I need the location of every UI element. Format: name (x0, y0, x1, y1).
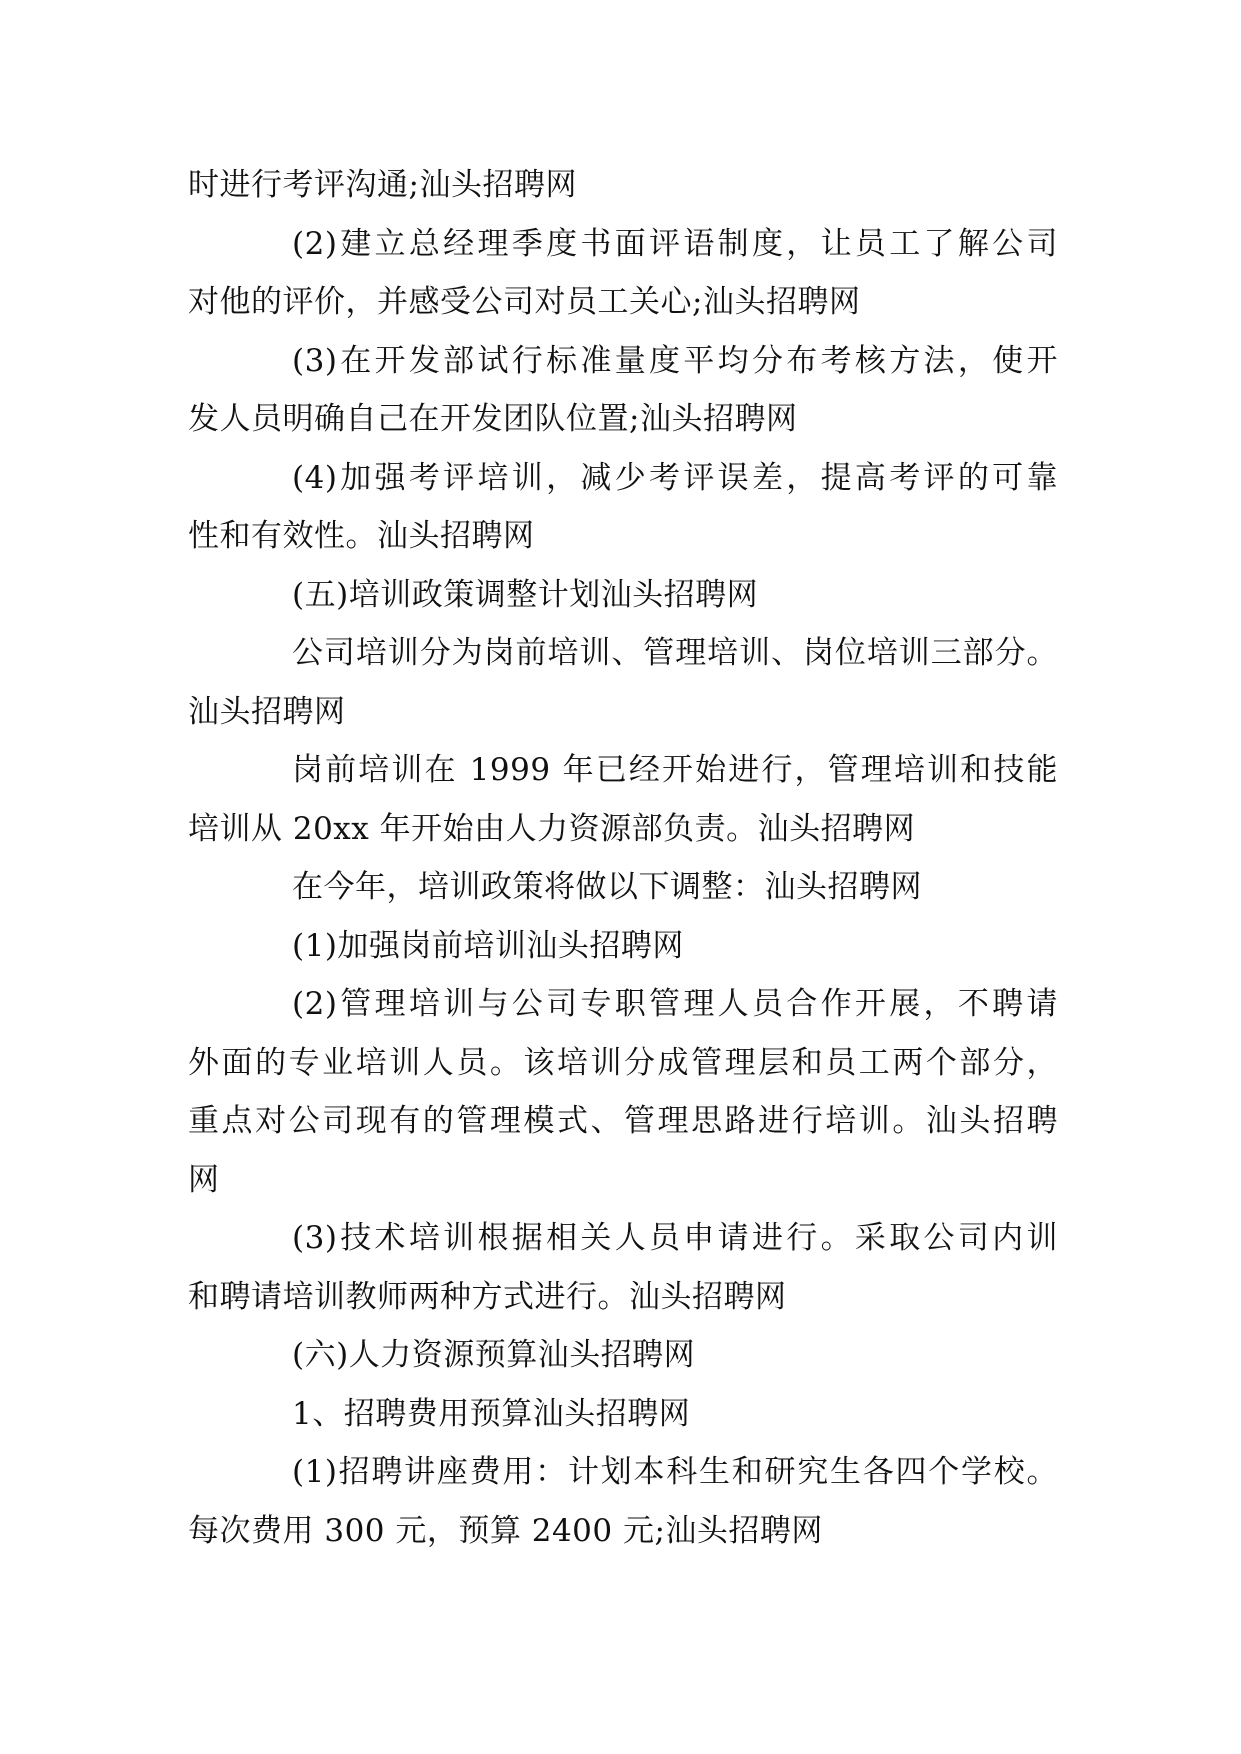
document-body (188, 156, 1058, 1560)
text-line: 汕头招聘网 (188, 693, 346, 730)
text-line: (1)招聘讲座费用：计划本科生和研究生各四个学校。 (292, 1454, 1058, 1490)
text-line: 重点对公司现有的管理模式、管理思路进行培训。汕头招聘 (188, 1103, 1058, 1139)
text-line: 在今年，培训政策将做以下调整：汕头招聘网 (292, 869, 922, 905)
text-line: 时进行考评沟通;汕头招聘网 (188, 167, 577, 203)
text-line: (2)管理培训与公司专职管理人员合作开展，不聘请 (292, 986, 1058, 1022)
text-line: 性和有效性。汕头招聘网 (188, 518, 535, 554)
subsection-heading: 1、招聘费用预算汕头招聘网 (292, 1395, 691, 1432)
text-line: (4)加强考评培训，减少考评误差，提高考评的可靠 (292, 459, 1058, 496)
text-line: 对他的评价，并感受公司对员工关心;汕头招聘网 (188, 284, 861, 320)
text-line: 和聘请培训教师两种方式进行。汕头招聘网 (188, 1278, 787, 1315)
text-line: (3)技术培训根据相关人员申请进行。采取公司内训 (292, 1220, 1058, 1256)
text-line: 培训从 20xx 年开始由人力资源部负责。汕头招聘网 (188, 810, 916, 847)
text-line: (2)建立总经理季度书面评语制度，让员工了解公司 (292, 225, 1058, 262)
text-line: (1)加强岗前培训汕头招聘网 (292, 927, 684, 964)
text-line: 岗前培训在 1999 年已经开始进行，管理培训和技能 (292, 752, 1058, 788)
text-line: (3)在开发部试行标准量度平均分布考核方法，使开 (292, 342, 1058, 379)
text-line: 每次费用 300 元，预算 2400 元;汕头招聘网 (188, 1512, 823, 1549)
section-heading: (六)人力资源预算汕头招聘网 (292, 1337, 696, 1373)
text-line: 发人员明确自己在开发团队位置;汕头招聘网 (188, 401, 798, 437)
section-heading: (五)培训政策调整计划汕头招聘网 (292, 576, 759, 613)
text-line: 公司培训分为岗前培训、管理培训、岗位培训三部分。 (292, 635, 1058, 671)
text-line: 外面的专业培训人员。该培训分成管理层和员工两个部分， (188, 1044, 1058, 1081)
text-line: 网 (188, 1161, 220, 1198)
